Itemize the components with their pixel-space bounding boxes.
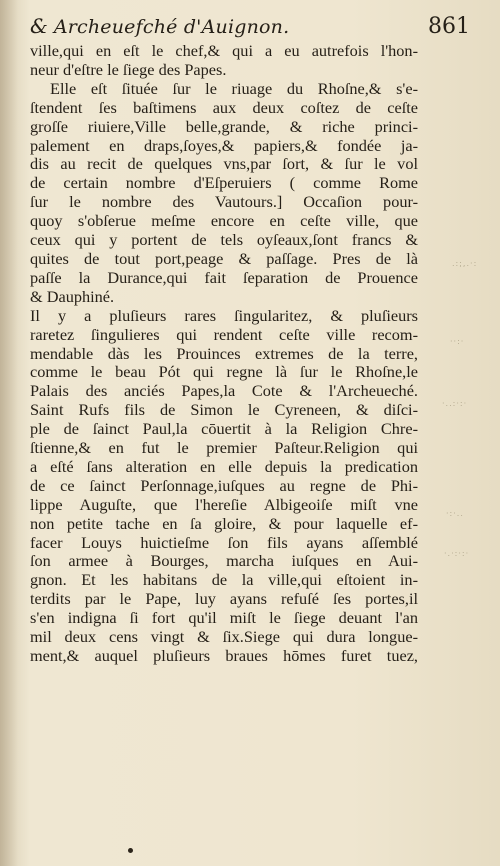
text-line: ſur le nombre des Vautours.] Occaſion pour- [30, 193, 418, 212]
text-line: de certain nombre d'Eſperuiers ( comme Rome [30, 174, 418, 193]
page-header [30, 14, 470, 39]
text-line: palement en draps,ſoyes,& papiers,& fondée ja- [30, 136, 418, 155]
text-line: comme le beau Pót qui regne là ſur le Rhoſne,le [30, 363, 418, 382]
margin-mark: ··:· [450, 337, 465, 346]
text-line: dis au recit de quelques vns,par ſort, & ſur le vol [30, 155, 418, 174]
text-line: de ce ſainct Perſonnage,iuſques au regne de Phi- [30, 476, 418, 495]
text-line: gnon. Et les habitans de la ville,qui eſtoient in- [30, 571, 418, 590]
text-line: ceux qui y portent de tels oyſeaux,ſont francs & [30, 231, 418, 250]
page-number: 861 [428, 14, 470, 39]
margin-mark: ·:·.. [446, 509, 464, 518]
text-line: facer Louys huictieſme ſon fils ayans aſſemblé [30, 533, 418, 552]
margin-mark: ·..:·:· [442, 399, 468, 408]
margin-mark: ·.·:·:· [444, 549, 470, 558]
margin-mark: .:;,.·: [452, 259, 478, 268]
text-line: mil deux cens vingt & ſix.Siege qui dura longue- [30, 628, 418, 647]
text-line: mendable dàs les Prouinces extremes de la terre, [30, 344, 418, 363]
text-line: paſſe la Durance,qui fait ſeparation de Prouence [30, 268, 418, 287]
text-line: quites de tout port,peage & paſſage. Pres de là [30, 249, 418, 268]
text-line: raretez ſingulieres qui rendent ceſte ville recom- [30, 325, 418, 344]
text-line: & Dauphiné. [30, 287, 115, 306]
text-line: non petite tache en ſa gloire, & pour laquelle ef- [30, 514, 418, 533]
header-ornament: & [30, 14, 48, 38]
body-text [30, 42, 418, 666]
text-line: ſon armee à Bourges, marcha iuſques en Aui- [30, 552, 418, 571]
text-line: Il y a pluſieurs rares ſingularitez, & pluſieurs [30, 306, 418, 325]
text-line: s'en indigna ſi fort qu'il miſt le ſiege deuant l'an [30, 609, 418, 628]
text-line: ment,& auquel pluſieurs braues hōmes furet tuez, [30, 647, 418, 665]
page-fold-shadow [0, 0, 18, 866]
text-line: Elle eſt ſituée ſur le riuage du Rhoſne,& s'e- [50, 79, 418, 98]
text-line: ſtendent ſes baſtimens aux deux coſtez de ceſte [30, 98, 418, 117]
text-line: a eſté ſans alteration en elle depuis la predication [30, 457, 418, 476]
text-line: Saint Rufs fils de Simon le Cyreneen, & diſci- [30, 401, 418, 420]
text-line: Palais des anciés Papes,la Cote & l'Archeueché. [30, 382, 418, 401]
text-line: groſſe riuiere,Ville belle,grande, & riche princi- [30, 117, 418, 136]
text-line: neur d'eſtre le ſiege des Papes. [30, 60, 227, 79]
running-title: Archeuefché d'Auignon. [53, 16, 290, 38]
text-line: lippe Auguſte, que l'hereſie Albigeoiſe miſt vne [30, 495, 418, 514]
text-line: terdits par le Pape, luy ayans refuſé ſes portes,il [30, 590, 418, 609]
text-line: quoy s'obſerue meſme encore en ceſte ville, que [30, 212, 418, 231]
text-line: ſtienne,& en fut le premier Paſteur.Religion qui [30, 439, 418, 458]
text-line: ville,qui en eſt le chef,& qui a eu autrefois l'hon- [30, 42, 418, 60]
text-line: ple de ſainct Paul,la cōuertit à la Religion Chre- [30, 420, 418, 439]
printer-mark-dot [128, 848, 133, 853]
